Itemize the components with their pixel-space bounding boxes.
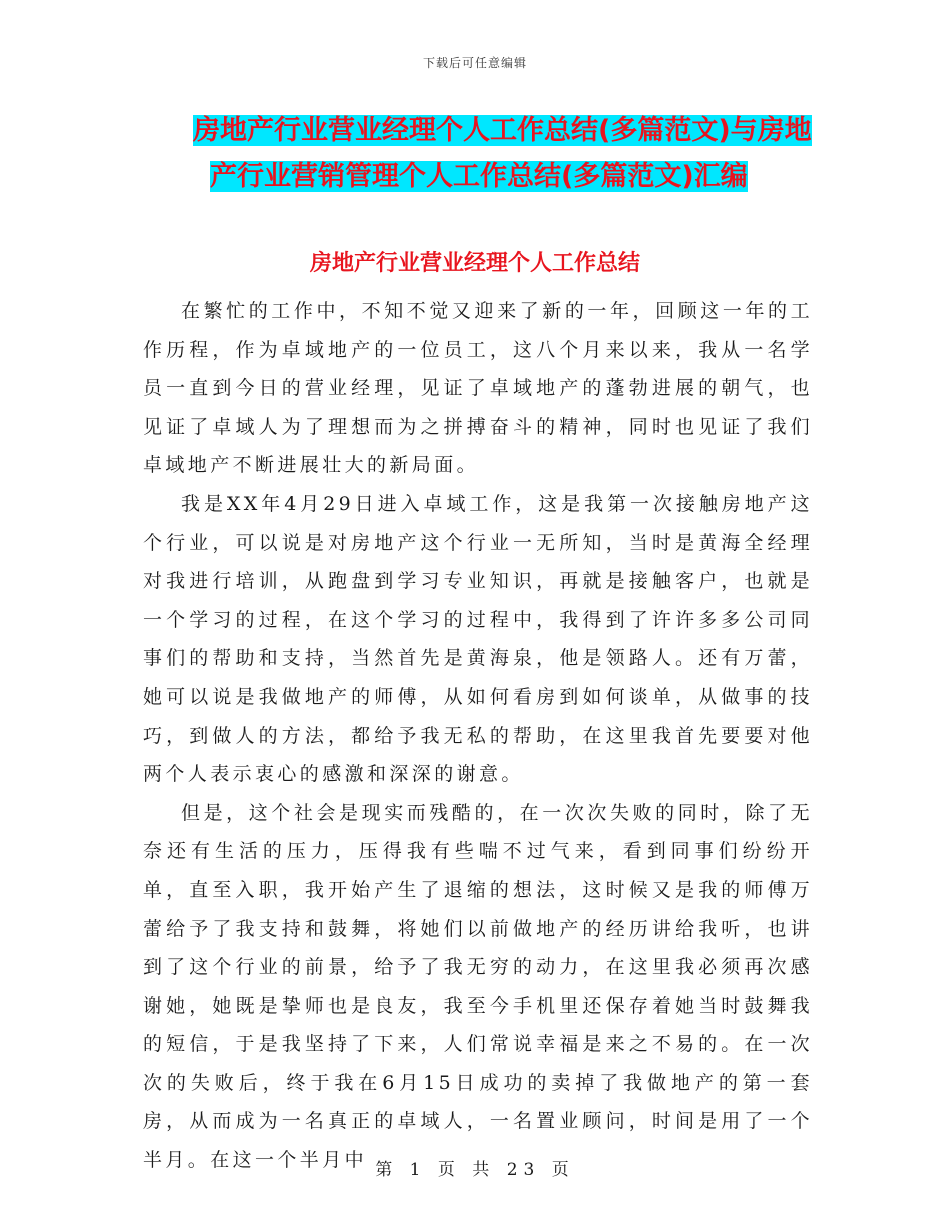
document-title bbox=[150, 108, 830, 200]
paragraph-2: 我是XX年4月29日进入卓域工作，这是我第一次接触房地产这个行业，可以说是对房地产这个行业一无所知，当时是黄海全经理对我进行培训，从跑盘到学习专业知识，再就是接触客户，也就是一个学习的过程，在这个学习的过程中，我得到了许许多多公司同事们的帮助和支持，当然首先是黄海泉，他是领路人。还有万蕾，她可以说是我做地产的师傅，从如何看房到如何谈单，从做事的技巧，到做人的方法，都给予我无私的帮助，在这里我首先要要对他两个人表示衷心的感激和深深的谢意。 bbox=[143, 492, 813, 786]
paragraph-3: 但是，这个社会是现实而残酷的，在一次次失败的同时，除了无奈还有生活的压力，压得我有些喘不过气来，看到同事们纷纷开单，直至入职，我开始产生了退缩的想法，这时候又是我的师傅万蕾给予了我支持和鼓舞，将她们以前做地产的经历讲给我听，也讲到了这个行业的前景，给予了我无穷的动力，在这里我必须再次感谢她，她既是挚师也是良友，我至今手机里还保存着她当时鼓舞我的短信，于是我坚持了下来，人们常说幸福是来之不易的。在一次次的失败后，终于我在6月15日成功的卖掉了我做地产的第一套房，从而成为一名真正的卓域人，一名置业顾问，时间是用了一个半月。在这一个半月中 bbox=[143, 801, 813, 1172]
page-footer: 第 1 页 共 23 页 bbox=[375, 1160, 575, 1180]
title-line-2-text: 产行业营销管理个人工作总结(多篇范文)汇编 bbox=[210, 161, 748, 192]
header-note: 下载后可任意编辑 bbox=[422, 56, 527, 70]
paragraph-1: 在繁忙的工作中，不知不觉又迎来了新的一年，回顾这一年的工作历程，作为卓域地产的一位员工，这八个月来以来，我从一名学员一直到今日的营业经理，见证了卓域地产的蓬勃进展的朝气，也见证了卓域人为了理想而为之拼搏奋斗的精神，同时也见证了我们卓域地产不断进展壮大的新局面。 bbox=[143, 300, 813, 477]
body-text bbox=[143, 292, 813, 1180]
title-line-2 bbox=[150, 154, 830, 200]
section-title: 房地产行业营业经理个人工作总结 bbox=[309, 251, 640, 276]
title-line-1-text: 房地产行业营业经理个人工作总结(多篇范文)与房地 bbox=[193, 115, 812, 146]
title-line-1 bbox=[150, 108, 830, 154]
